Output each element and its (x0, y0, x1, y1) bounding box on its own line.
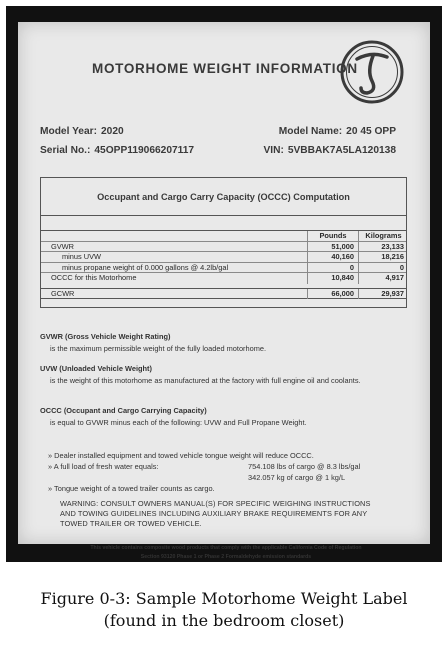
uvw-definition: UVW (Unloaded Vehicle Weight) is the weight of this motorhome as manufactured at the factory with full engine oil and coolants. (40, 364, 361, 385)
col-kilograms: Kilograms (358, 231, 408, 242)
list-item: » Dealer installed equipment and towed vehicle tongue weight will reduce OCCC. (48, 451, 314, 460)
list-item: » Tongue weight of a towed trailer counts as cargo. (48, 484, 215, 493)
serial-number: Serial No.: 45OPP119066207117 (40, 145, 195, 156)
table-row: minus UVW 40,160 18,216 (41, 251, 406, 262)
model-name: Model Name: 20 45 OPP (278, 126, 396, 137)
occc-heading: Occupant and Cargo Carry Capacity (OCCC) Computation (41, 178, 406, 216)
col-pounds: Pounds (307, 231, 358, 242)
formaldehyde-notice: This vehicle contains composite wood products that comply with the applicable California Code of Regulation Section 93120 Phase 1 or Phase 2 Formaldehyde emission standards (90, 545, 362, 560)
table-row: GVWR 51,000 23,133 (41, 241, 406, 252)
notes-list (48, 450, 408, 494)
occc-header-row (41, 230, 406, 241)
figure-caption: Figure 0-3: Sample Motorhome Weight Label (found in the bedroom closet) (40, 589, 408, 630)
gcwr-row: GCWR 66,000 29,937 (41, 288, 406, 299)
label-photo (6, 6, 442, 562)
occc-rows (41, 230, 406, 299)
label-title: MOTORHOME WEIGHT INFORMATION (92, 61, 358, 76)
list-item: 342.057 kg of cargo @ 1 kg/L (248, 473, 346, 482)
vin-number: VIN: 5VBBAK7A5LA120138 (263, 145, 396, 156)
table-row: minus propane weight of 0.000 gallons @ 4.2lb/gal 0 0 (41, 262, 406, 273)
manufacturer-logo-icon (339, 39, 405, 105)
table-row: OCCC for this Motorhome 10,840 4,917 (41, 272, 406, 283)
towing-warning: WARNING: CONSULT OWNERS MANUAL(S) FOR SPECIFIC WEIGHING INSTRUCTIONS AND TOWING GUIDELINES INCLUDING AUXILIARY BRAKE REQUIREMENTS FOR ANY TOWED TRAILER OR TOWED VEHICLE. (60, 499, 371, 528)
weight-label-sheet (18, 22, 430, 560)
occc-definition: OCCC (Occupant and Cargo Carrying Capacity) is equal to GVWR minus each of the following: UVW and Full Propane Weight. (40, 406, 307, 427)
gvwr-definition: GVWR (Gross Vehicle Weight Rating) is the maximum permissible weight of the fully loaded motorhome. (40, 332, 267, 353)
list-item: » A full load of fresh water equals: 754.108 lbs of cargo @ 8.3 lbs/gal (48, 462, 361, 471)
model-year: Model Year: 2020 (40, 126, 124, 137)
occc-computation-table (40, 177, 407, 308)
